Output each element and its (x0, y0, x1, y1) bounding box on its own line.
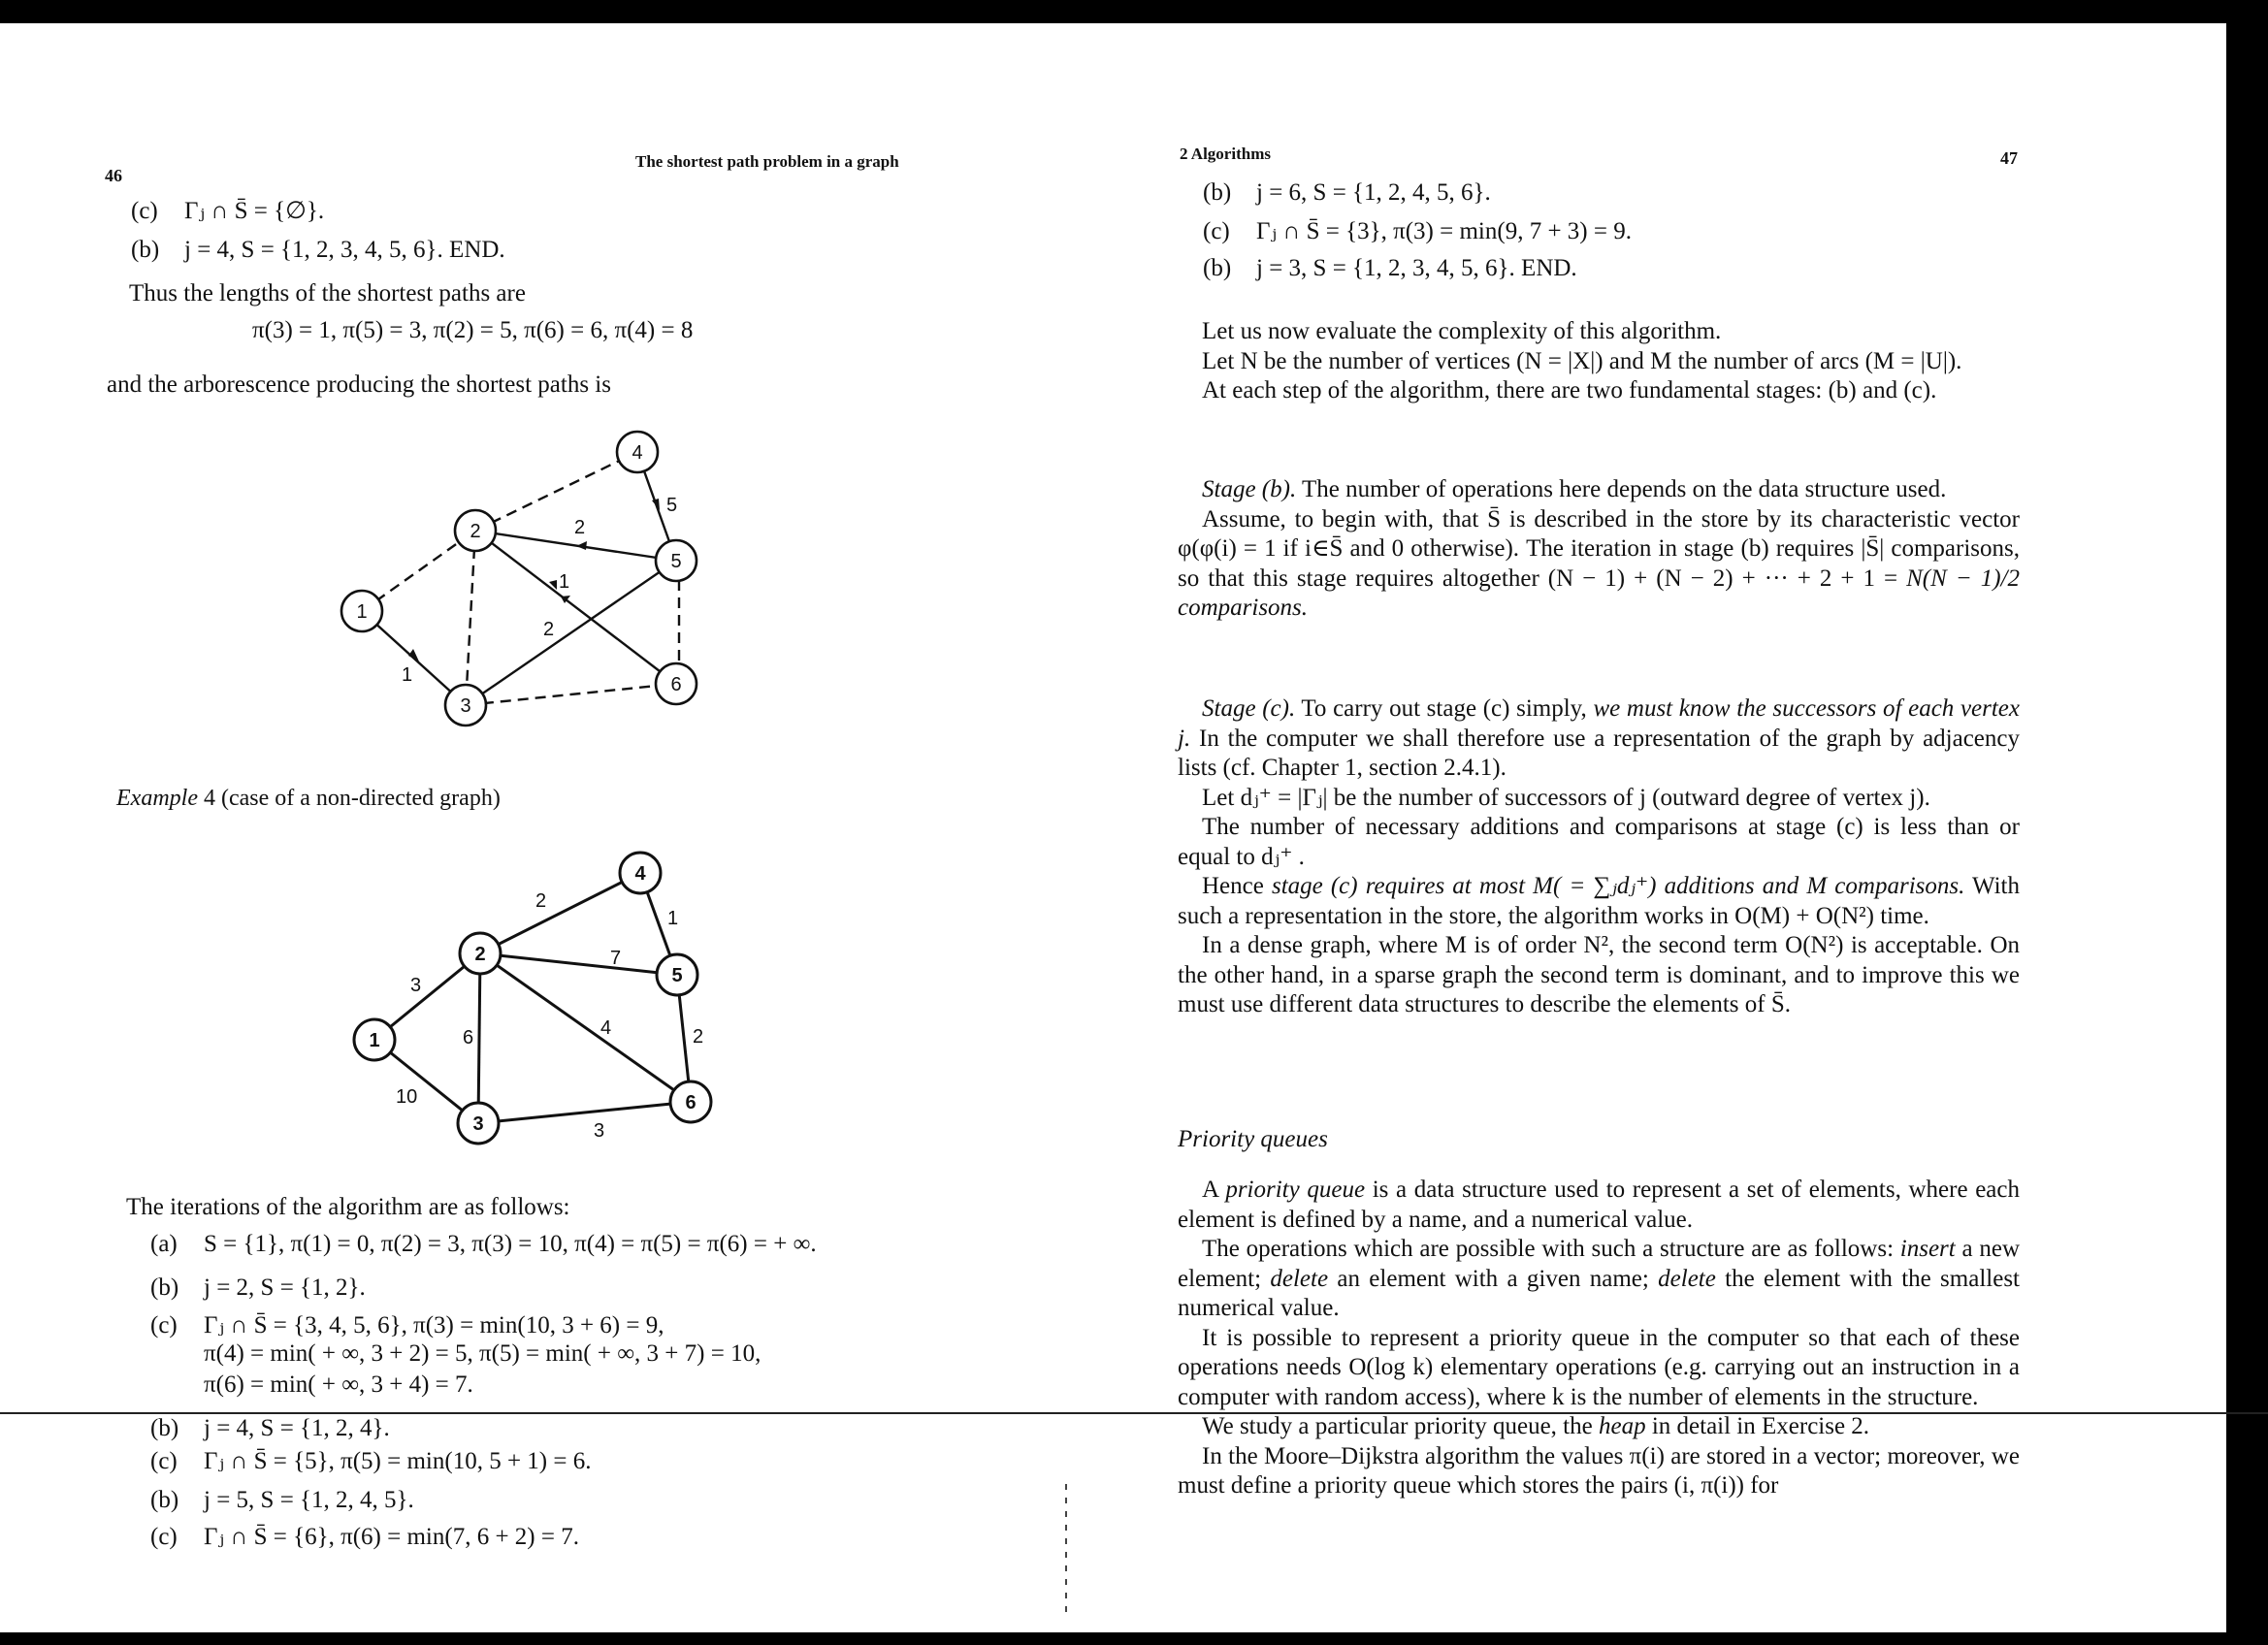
iteration-b2: (b) j = 4, S = {1, 2, 4}. (150, 1415, 390, 1441)
gutter-marks (1065, 1484, 1067, 1620)
edge-2-3 (466, 531, 475, 705)
arborescence-text: and the arborescence producing the shortest paths is (107, 371, 611, 398)
arrow-5-4 (652, 499, 660, 510)
edge-3-6 (466, 684, 676, 705)
iterations-intro: The iterations of the algorithm are as follows: (126, 1194, 570, 1220)
right-top-line-2: (c) Γⱼ ∩ S̄ = {3}, π(3) = min(9, 7 + 3) = 9. (1203, 218, 1632, 244)
right-scan-border (2226, 0, 2268, 1645)
node-label-4: 4 (634, 863, 646, 885)
edge-label-1-3: 1 (402, 664, 413, 686)
edge-label-4-5: 5 (666, 495, 678, 516)
node-label-5: 5 (671, 965, 683, 986)
left-running-head: The shortest path problem in a graph (635, 152, 899, 171)
iteration-a: (a) S = {1}, π(1) = 0, π(2) = 3, π(3) = 10, π(4) = π(5) = π(6) = + ∞. (150, 1231, 817, 1257)
node-label-6: 6 (670, 674, 682, 695)
node-label-3: 3 (460, 695, 471, 717)
edge-2-4 (475, 452, 637, 531)
node-label-6: 6 (685, 1092, 697, 1113)
edge-2-5 (480, 953, 677, 975)
right-chapter-head: 2 Algorithms (1180, 145, 1271, 163)
arrow-5-2 (576, 541, 587, 550)
stage-c-paragraph: Stage (c). To carry out stage (c) simply, we must know the successors of each vertex j. In the computer we shall therefore use a representation of the graph by adjacency lists (cf. Chapter 1, section 2.4.1). Let dⱼ⁺ = |Γⱼ| be the number of successors of j (outward degree of vertex j). The number of necessary additions and comparisons at stage (c) is less than or equal to dⱼ⁺ . Hence stage (c) requires at most M( = ∑ⱼdⱼ⁺) additions and M comparisons. With such a representation in the store, the algorithm works in O(M) + O(N²) time. In a dense graph, where M is of order N², the second term O(N²) is acceptable. On the other hand, in a sparse graph the second term is dominant, and to improve this we must use different data structures to describe the elements of S̄. (1178, 695, 2020, 1017)
node-label-1: 1 (369, 1030, 380, 1051)
left-top-line-1: (c) Γⱼ ∩ S̄ = {∅}. (131, 198, 325, 224)
edge-label-1-3: 10 (396, 1086, 418, 1108)
node-label-1: 1 (356, 601, 368, 623)
iteration-c2: (c) Γⱼ ∩ S̄ = {5}, π(5) = min(10, 5 + 1) = 6. (150, 1448, 592, 1474)
edge-2-6 (475, 531, 676, 684)
iteration-c1: (c) Γⱼ ∩ S̄ = {3, 4, 5, 6}, π(3) = min(10, 3 + 6) = 9, (150, 1312, 664, 1339)
node-label-5: 5 (670, 551, 682, 572)
edge-label-2-6: 1 (559, 571, 570, 593)
edge-label-2-5: 7 (610, 948, 622, 969)
section-title-priority-queues: Priority queues (1178, 1126, 1328, 1152)
edge-2-3 (478, 953, 480, 1123)
right-top-line-3: (b) j = 3, S = {1, 2, 3, 4, 5, 6}. END. (1203, 255, 1577, 281)
iteration-c1-cont2: π(6) = min( + ∞, 3 + 4) = 7. (204, 1371, 473, 1398)
edge-label-3-6: 3 (594, 1120, 605, 1142)
thus-text: Thus the lengths of the shortest paths are (129, 280, 526, 306)
node-label-4: 4 (632, 442, 643, 464)
lengths-line: π(3) = 1, π(5) = 3, π(2) = 5, π(6) = 6, π(4) = 8 (252, 317, 694, 343)
edge-label-2-4: 2 (535, 890, 547, 912)
right-top-line-1: (b) j = 6, S = {1, 2, 4, 5, 6}. (1203, 179, 1491, 206)
edge-label-1-2: 3 (410, 975, 422, 996)
edge-label-3-5: 2 (543, 619, 555, 640)
edge-label-2-5: 2 (574, 517, 586, 538)
iteration-c1-cont1: π(4) = min( + ∞, 3 + 2) = 5, π(5) = min( + ∞, 3 + 7) = 10, (204, 1340, 761, 1367)
complexity-paragraph: Let us now evaluate the complexity of this algorithm. Let N be the number of vertices (N = |X|) and M the number of arcs (M = |U|). At each step of the algorithm, there are two fundamental stages: (b) and (c). (1202, 318, 1962, 403)
priority-queue-paragraph: A priority queue is a data structure used to represent a set of elements, where each element is defined by a name, and a numerical value. The operations which are possible with such a structure are as follows: insert a new element; delete an element with a given name; delete the element with the smallest numerical value. It is possible to represent a priority queue in the computer so that each of these operations needs O(log k) elementary operations (e.g. carrying out an instruction in a computer with random access), where k is the number of elements in the structure. We study a particular priority queue, the heap in detail in Exercise 2. In the Moore–Dijkstra algorithm the values π(i) are stored in a vector; moreover, we must define a priority queue which stores the pairs (i, π(i)) for (1178, 1177, 2020, 1499)
edge-3-5 (466, 561, 676, 705)
right-page-number: 47 (2000, 148, 2018, 168)
node-label-2: 2 (470, 521, 481, 542)
bottom-scan-border (0, 1632, 2268, 1645)
arborescence-graph (320, 417, 728, 737)
example-graph (330, 844, 737, 1154)
edge-2-4 (480, 873, 640, 953)
edge-label-2-6: 4 (600, 1017, 612, 1039)
left-top-line-2: (b) j = 4, S = {1, 2, 3, 4, 5, 6}. END. (131, 237, 505, 263)
edge-3-6 (478, 1102, 691, 1123)
edge-label-2-3: 6 (463, 1027, 474, 1048)
left-page-number: 46 (105, 166, 122, 185)
edge-label-5-6: 2 (693, 1026, 704, 1048)
top-scan-border (0, 0, 2268, 23)
iteration-c3: (c) Γⱼ ∩ S̄ = {6}, π(6) = min(7, 6 + 2) = 7. (150, 1524, 579, 1550)
iteration-b3: (b) j = 5, S = {1, 2, 4, 5}. (150, 1487, 414, 1513)
node-label-3: 3 (472, 1113, 484, 1135)
node-label-2: 2 (474, 944, 486, 965)
iteration-b1: (b) j = 2, S = {1, 2}. (150, 1274, 366, 1301)
example-caption: Example 4 (case of a non-directed graph) (116, 786, 501, 811)
edge-label-4-5: 1 (667, 908, 679, 929)
stage-b-paragraph: Stage (b). The number of operations here depends on the data structure used. Assume, to begin with, that S̄ is described in the store by its characteristic vector φ(φ(i) = 1 if i∈S̄ and 0 otherwise). The iteration in stage (b) requires |S̄| comparisons, so that this stage requires altogether (N − 1) + (N − 2) + ··· + 2 + 1 = N(N − 1)/2 comparisons. (1178, 476, 2020, 621)
